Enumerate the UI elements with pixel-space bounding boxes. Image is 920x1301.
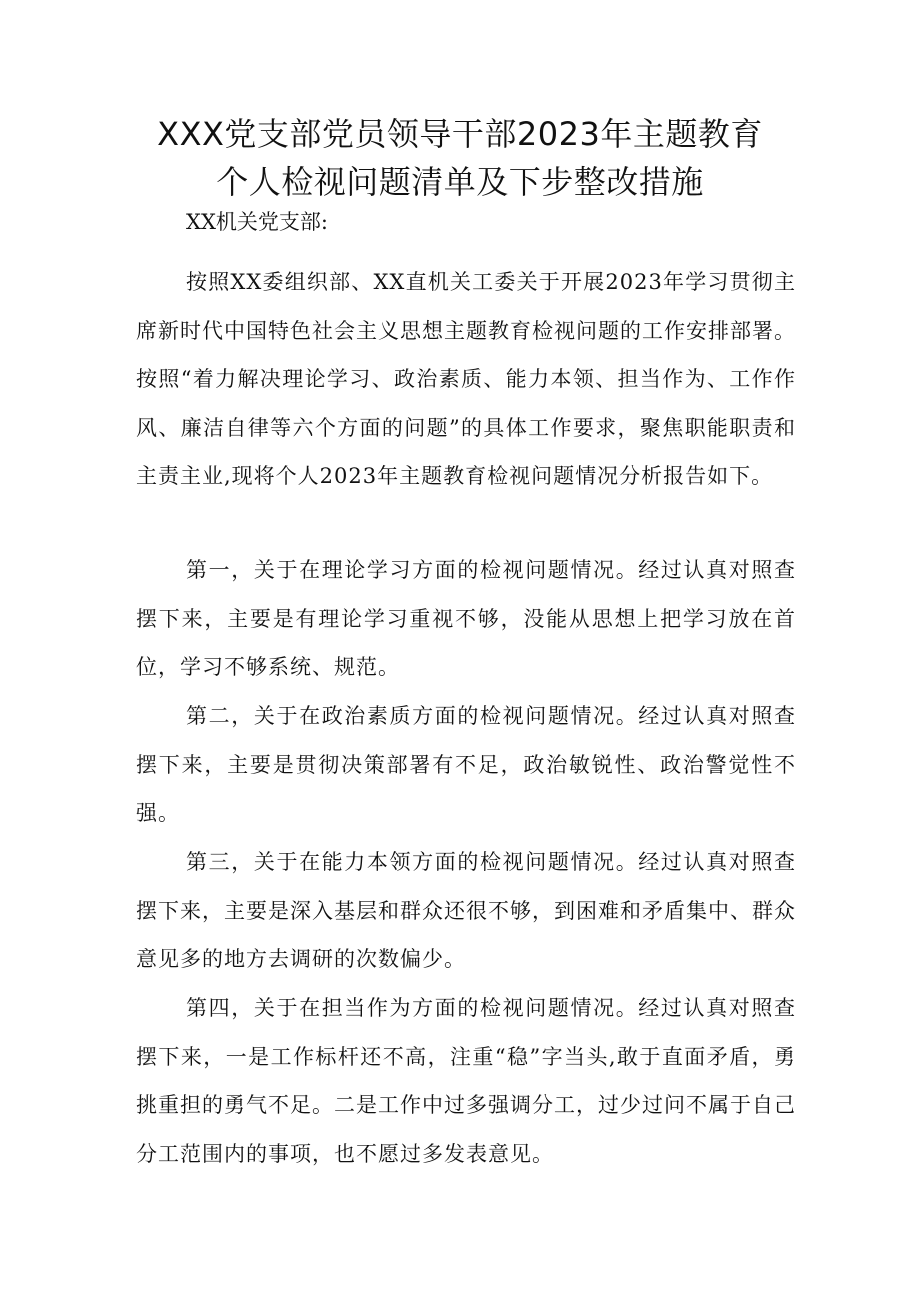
- paragraph-intro: 按照XX委组织部、XX直机关工委关于开展2023年学习贯彻主席新时代中国特色社会主义思想主题教育检视问题的工作安排部署。按照“着力解决理论学习、政治素质、能力本领、担当作为、工作作风、廉洁自律等六个方面的问题”的具体工作要求，聚焦职能职责和主责主业,现将个人2023年主题教育检视问题情况分析报告如下。: [136, 270, 796, 488]
- paragraph-responsibility: 第四，关于在担当作为方面的检视问题情况。经过认真对照查摆下来，一是工作标杆还不高，注重“稳”字当头,敢于直面矛盾，勇挑重担的勇气不足。二是工作中过多强调分工，过少过问不属于自己分工范围内的事项，也不愿过多发表意见。: [136, 996, 796, 1166]
- document-title-line-2: 个人检视问题清单及下步整改措施: [216, 163, 704, 201]
- paragraph-theory-study: 第一，关于在理论学习方面的检视问题情况。经过认真对照查摆下来，主要是有理论学习重视不够，没能从思想上把学习放在首位，学习不够系统、规范。: [136, 558, 796, 679]
- paragraph-political-quality: 第二，关于在政治素质方面的检视问题情况。经过认真对照查摆下来，主要是贯彻决策部署有不足，政治敏锐性、政治警觉性不强。: [136, 704, 796, 825]
- paragraph-ability: 第三，关于在能力本领方面的检视问题情况。经过认真对照查摆下来，主要是深入基层和群众还很不够，到困难和矛盾集中、群众意见多的地方去调研的次数偏少。: [136, 850, 796, 971]
- salutation: XX机关党支部:: [186, 210, 328, 234]
- document-title-line-1: XXX党支部党员领导干部2023年主题教育: [157, 115, 763, 153]
